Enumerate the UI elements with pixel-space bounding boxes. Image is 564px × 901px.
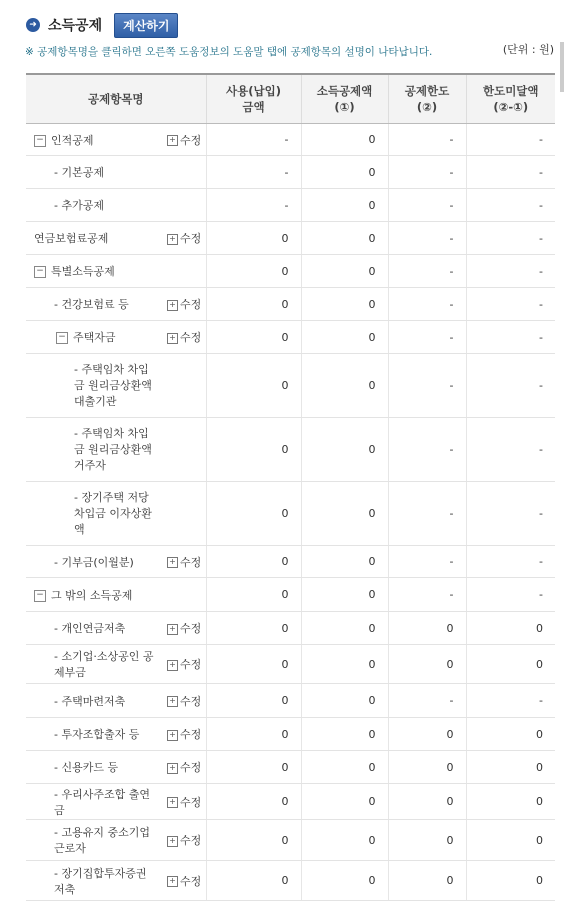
deduction-cell: 0 <box>301 354 388 418</box>
row-label[interactable] <box>26 189 165 222</box>
row-label[interactable] <box>26 784 165 820</box>
edit-label: 수정 <box>180 555 202 569</box>
col-header-limit <box>388 74 466 124</box>
deduction-cell: 0 <box>301 546 388 578</box>
row-label[interactable] <box>26 482 165 546</box>
row-label-text[interactable]: - 주택임차 차입금 원리금상환액 대출기관 <box>74 362 152 408</box>
plus-box-icon: + <box>167 876 178 887</box>
table-header-row <box>26 74 555 124</box>
deduction-cell: 0 <box>301 222 388 255</box>
deduction-cell: 0 <box>301 751 388 784</box>
edit-button[interactable] <box>167 796 201 809</box>
table-row <box>26 820 555 861</box>
row-label[interactable] <box>26 578 165 612</box>
row-label[interactable] <box>26 546 165 578</box>
calculate-button[interactable]: 계산하기 <box>114 13 178 38</box>
use-amount-cell: 0 <box>206 784 301 820</box>
edit-label: 수정 <box>180 133 202 147</box>
shortfall-cell: - <box>466 321 555 354</box>
edit-button[interactable] <box>167 331 201 344</box>
deduction-cell: 0 <box>301 418 388 482</box>
row-label-text[interactable]: 특별소득공제 <box>51 265 115 278</box>
row-label-text[interactable]: 그 밖의 소득공제 <box>51 588 133 602</box>
collapse-toggle-icon[interactable]: − <box>34 266 46 278</box>
plus-box-icon: + <box>167 730 178 741</box>
limit-cell: - <box>388 684 466 718</box>
shortfall-cell: - <box>466 255 555 288</box>
row-label-text[interactable]: - 주택임차 차입금 원리금상환액 거주자 <box>74 426 152 472</box>
use-amount-cell: 0 <box>206 645 301 684</box>
row-label-text[interactable]: - 기본공제 <box>54 166 104 179</box>
deduction-cell: 0 <box>301 255 388 288</box>
table-row <box>26 418 555 482</box>
edit-button[interactable] <box>167 695 201 708</box>
scrollbar[interactable] <box>560 42 564 92</box>
edit-label: 수정 <box>180 834 202 847</box>
col-header-shortfall <box>466 74 555 124</box>
table-row <box>26 288 555 321</box>
table-row <box>26 546 555 578</box>
edit-button[interactable] <box>167 134 201 147</box>
row-label-text[interactable]: - 추가공제 <box>54 199 104 212</box>
limit-cell: - <box>388 255 466 288</box>
edit-button[interactable] <box>167 875 201 888</box>
edit-button[interactable] <box>167 761 201 774</box>
use-amount-cell: - <box>206 189 301 222</box>
use-amount-cell: 0 <box>206 482 301 546</box>
col-header-name: 공제항목명 <box>26 74 206 124</box>
table-row <box>26 861 555 901</box>
deduction-cell: 0 <box>301 288 388 321</box>
collapse-toggle-icon[interactable]: − <box>56 332 68 344</box>
deduction-cell: 0 <box>301 482 388 546</box>
shortfall-cell: 0 <box>466 718 555 751</box>
use-amount-cell: 0 <box>206 354 301 418</box>
row-label-text[interactable]: - 우리사주조합 출연금 <box>54 787 150 817</box>
row-label[interactable] <box>26 612 165 645</box>
table-row <box>26 156 555 189</box>
use-amount-cell: 0 <box>206 288 301 321</box>
row-label[interactable] <box>26 684 165 718</box>
shortfall-cell: 0 <box>466 784 555 820</box>
edit-cell <box>165 321 206 354</box>
row-label[interactable] <box>26 718 165 751</box>
table-row <box>26 482 555 546</box>
row-label-text[interactable]: - 건강보험료 등 <box>54 298 129 311</box>
edit-label: 수정 <box>180 298 202 311</box>
plus-box-icon: + <box>167 660 178 671</box>
plus-box-icon: + <box>167 624 178 635</box>
plus-box-icon: + <box>167 557 178 568</box>
deduction-cell: 0 <box>301 124 388 156</box>
shortfall-cell: 0 <box>466 861 555 901</box>
plus-box-icon: + <box>167 797 178 808</box>
table-row <box>26 751 555 784</box>
use-amount-cell: 0 <box>206 612 301 645</box>
table-row <box>26 578 555 612</box>
shortfall-cell: - <box>466 546 555 578</box>
row-label[interactable] <box>26 222 165 255</box>
edit-label: 수정 <box>180 658 202 671</box>
limit-cell: - <box>388 418 466 482</box>
limit-cell: - <box>388 222 466 255</box>
row-label-text[interactable]: - 소기업·소상공인 공제부금 <box>54 650 154 679</box>
use-amount-cell: 0 <box>206 718 301 751</box>
limit-cell: - <box>388 546 466 578</box>
limit-cell: 0 <box>388 820 466 861</box>
row-label-text[interactable]: - 고용유지 중소기업 근로자 <box>54 826 150 855</box>
limit-cell: - <box>388 124 466 156</box>
limit-cell: - <box>388 189 466 222</box>
use-amount-cell: 0 <box>206 321 301 354</box>
edit-label: 수정 <box>180 795 202 809</box>
edit-label: 수정 <box>180 874 202 888</box>
edit-cell <box>165 784 206 820</box>
edit-button[interactable] <box>167 658 201 671</box>
edit-cell <box>165 645 206 684</box>
table-row <box>26 784 555 820</box>
use-amount-cell: - <box>206 124 301 156</box>
table-row <box>26 354 555 418</box>
shortfall-cell: - <box>466 684 555 718</box>
shortfall-cell: 0 <box>466 612 555 645</box>
shortfall-cell: - <box>466 156 555 189</box>
col-label: 소득공제액 (①) <box>316 84 373 114</box>
limit-cell: 0 <box>388 861 466 901</box>
shortfall-cell: - <box>466 189 555 222</box>
row-label-text[interactable]: - 주택마련저축 <box>54 694 126 708</box>
edit-button[interactable] <box>167 728 201 741</box>
limit-cell: - <box>388 288 466 321</box>
row-label[interactable] <box>26 861 165 901</box>
row-label[interactable] <box>26 321 165 354</box>
plus-box-icon: + <box>167 300 178 311</box>
edit-button[interactable] <box>167 834 201 847</box>
unit-label: (단위 : 원) <box>502 43 554 56</box>
edit-cell <box>165 354 206 418</box>
shortfall-cell: - <box>466 418 555 482</box>
use-amount-cell: - <box>206 156 301 189</box>
edit-cell <box>165 482 206 546</box>
table-row <box>26 124 555 156</box>
limit-cell: 0 <box>388 645 466 684</box>
edit-label: 수정 <box>180 622 202 635</box>
deduction-table <box>26 73 555 901</box>
use-amount-cell: 0 <box>206 255 301 288</box>
edit-cell <box>165 684 206 718</box>
use-amount-cell: 0 <box>206 861 301 901</box>
row-label-text[interactable]: - 개인연금저축 <box>54 622 126 635</box>
deduction-cell: 0 <box>301 684 388 718</box>
row-label[interactable] <box>26 645 165 684</box>
deduction-cell: 0 <box>301 189 388 222</box>
deduction-cell: 0 <box>301 612 388 645</box>
deduction-cell: 0 <box>301 645 388 684</box>
table-row <box>26 612 555 645</box>
edit-cell <box>165 124 206 156</box>
edit-cell <box>165 578 206 612</box>
row-label-text[interactable]: - 투자조합출자 등 <box>54 728 140 741</box>
edit-cell <box>165 546 206 578</box>
table-row <box>26 222 555 255</box>
collapse-toggle-icon[interactable]: − <box>34 135 46 147</box>
shortfall-cell: - <box>466 578 555 612</box>
edit-cell <box>165 612 206 645</box>
edit-label: 수정 <box>180 331 202 344</box>
limit-cell: 0 <box>388 612 466 645</box>
table-row <box>26 718 555 751</box>
shortfall-cell: - <box>466 288 555 321</box>
edit-cell <box>165 288 206 321</box>
edit-cell <box>165 820 206 861</box>
limit-cell: - <box>388 578 466 612</box>
col-label: 사용(납입) 금액 <box>226 84 281 114</box>
limit-cell: - <box>388 321 466 354</box>
use-amount-cell: 0 <box>206 546 301 578</box>
table-row <box>26 189 555 222</box>
use-amount-cell: 0 <box>206 751 301 784</box>
row-label-text[interactable]: 주택자금 <box>73 331 116 344</box>
deduction-cell: 0 <box>301 718 388 751</box>
row-label[interactable] <box>26 156 165 189</box>
edit-cell <box>165 718 206 751</box>
plus-box-icon: + <box>167 333 178 344</box>
limit-cell: 0 <box>388 784 466 820</box>
deduction-cell: 0 <box>301 784 388 820</box>
use-amount-cell: 0 <box>206 578 301 612</box>
table-row <box>26 321 555 354</box>
deduction-cell: 0 <box>301 156 388 189</box>
row-label-text[interactable]: - 기부금(이월분) <box>54 555 134 569</box>
edit-label: 수정 <box>180 728 202 741</box>
col-label: 공제한도 (②) <box>404 84 450 114</box>
edit-label: 수정 <box>180 761 202 774</box>
edit-button[interactable] <box>167 298 201 311</box>
row-label[interactable] <box>26 820 165 861</box>
deduction-cell: 0 <box>301 321 388 354</box>
edit-cell <box>165 751 206 784</box>
shortfall-cell: 0 <box>466 751 555 784</box>
shortfall-cell: - <box>466 124 555 156</box>
col-header-deduction <box>301 74 388 124</box>
row-label[interactable] <box>26 255 165 288</box>
edit-button[interactable] <box>167 622 201 635</box>
row-label-text[interactable]: - 장기주택 저당차입금 이자상환액 <box>74 490 152 536</box>
table-row <box>26 684 555 718</box>
use-amount-cell: 0 <box>206 222 301 255</box>
row-label-text[interactable]: - 신용카드 등 <box>54 761 119 774</box>
deduction-cell: 0 <box>301 861 388 901</box>
edit-cell <box>165 255 206 288</box>
edit-label: 수정 <box>180 232 202 245</box>
limit-cell: - <box>388 354 466 418</box>
section-header <box>26 12 178 38</box>
table-row <box>26 645 555 684</box>
shortfall-cell: 0 <box>466 820 555 861</box>
edit-cell <box>165 222 206 255</box>
use-amount-cell: 0 <box>206 684 301 718</box>
shortfall-cell: 0 <box>466 645 555 684</box>
edit-button[interactable] <box>167 556 201 569</box>
deduction-cell: 0 <box>301 820 388 861</box>
edit-cell <box>165 156 206 189</box>
plus-box-icon: + <box>167 696 178 707</box>
plus-box-icon: + <box>167 135 178 146</box>
use-amount-cell: 0 <box>206 820 301 861</box>
shortfall-cell: - <box>466 222 555 255</box>
help-notice: ※ 공제항목명을 클릭하면 오른쪽 도움정보의 도움말 탭에 공제항목의 설명이 나타납니다. <box>25 46 433 58</box>
edit-label: 수정 <box>180 694 202 708</box>
plus-box-icon: + <box>167 234 178 245</box>
shortfall-cell: - <box>466 354 555 418</box>
row-label[interactable] <box>26 418 165 482</box>
arrow-bullet-icon: ➜ <box>26 18 40 32</box>
page-title: 소득공제 <box>48 18 103 34</box>
row-label[interactable] <box>26 124 165 156</box>
row-label[interactable] <box>26 751 165 784</box>
plus-box-icon: + <box>167 836 178 847</box>
col-label: 한도미달액 (②-①) <box>482 84 539 114</box>
plus-box-icon: + <box>167 763 178 774</box>
row-label[interactable] <box>26 288 165 321</box>
shortfall-cell: - <box>466 482 555 546</box>
row-label-text[interactable]: - 장기집합투자증권 저축 <box>54 866 147 896</box>
edit-button[interactable] <box>167 232 201 245</box>
col-header-use-amount <box>206 74 301 124</box>
table-row <box>26 255 555 288</box>
row-label-text[interactable]: 인적공제 <box>51 133 94 147</box>
limit-cell: - <box>388 156 466 189</box>
deduction-cell: 0 <box>301 578 388 612</box>
use-amount-cell: 0 <box>206 418 301 482</box>
collapse-toggle-icon[interactable]: − <box>34 590 46 602</box>
row-label[interactable] <box>26 354 165 418</box>
edit-cell <box>165 189 206 222</box>
limit-cell: 0 <box>388 718 466 751</box>
limit-cell: - <box>388 482 466 546</box>
row-label-text[interactable]: 연금보험료공제 <box>34 232 109 245</box>
edit-cell <box>165 418 206 482</box>
edit-cell <box>165 861 206 901</box>
limit-cell: 0 <box>388 751 466 784</box>
